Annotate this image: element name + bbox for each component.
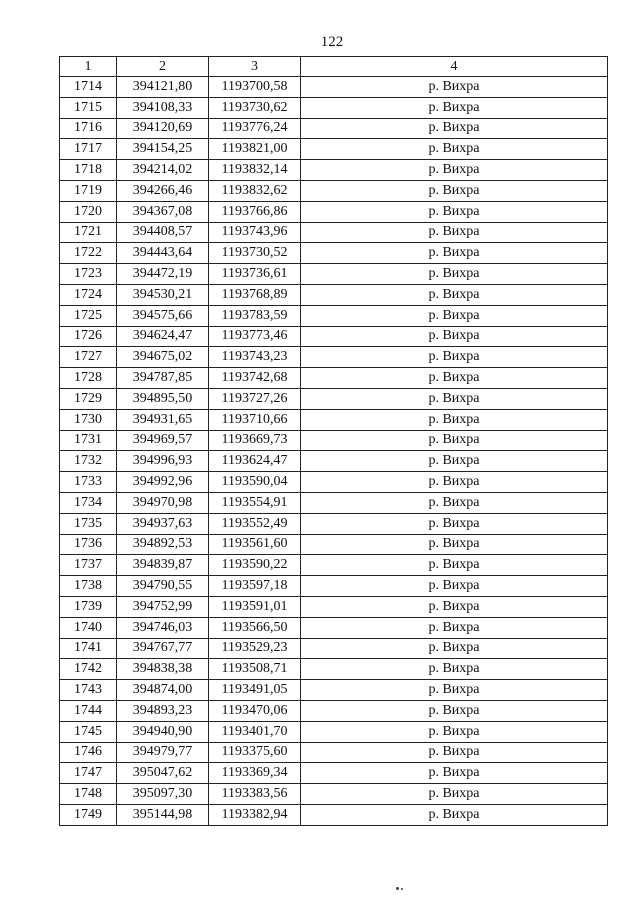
table-row [60, 243, 608, 264]
cell-x-coordinate: 394996,93 [117, 451, 209, 472]
cell-point-number: 1749 [60, 804, 117, 825]
table-body [60, 77, 608, 826]
cell-description: р. Вихра [301, 326, 608, 347]
cell-y-coordinate: 1193783,59 [209, 305, 301, 326]
cell-y-coordinate: 1193736,61 [209, 264, 301, 285]
cell-x-coordinate: 394931,65 [117, 409, 209, 430]
cell-y-coordinate: 1193597,18 [209, 576, 301, 597]
table-row [60, 139, 608, 160]
table-row [60, 118, 608, 139]
cell-point-number: 1724 [60, 284, 117, 305]
cell-description: р. Вихра [301, 700, 608, 721]
cell-point-number: 1728 [60, 368, 117, 389]
cell-x-coordinate: 394937,63 [117, 513, 209, 534]
cell-y-coordinate: 1193369,34 [209, 763, 301, 784]
cell-point-number: 1744 [60, 700, 117, 721]
table-row [60, 555, 608, 576]
table-row [60, 680, 608, 701]
cell-x-coordinate: 394575,66 [117, 305, 209, 326]
cell-y-coordinate: 1193561,60 [209, 534, 301, 555]
cell-description: р. Вихра [301, 659, 608, 680]
cell-y-coordinate: 1193566,50 [209, 617, 301, 638]
table-row [60, 388, 608, 409]
cell-point-number: 1734 [60, 492, 117, 513]
cell-x-coordinate: 394266,46 [117, 180, 209, 201]
cell-y-coordinate: 1193766,86 [209, 201, 301, 222]
cell-y-coordinate: 1193591,01 [209, 596, 301, 617]
cell-y-coordinate: 1193383,56 [209, 784, 301, 805]
cell-y-coordinate: 1193529,23 [209, 638, 301, 659]
cell-description: р. Вихра [301, 77, 608, 98]
header-row [60, 57, 608, 77]
cell-x-coordinate: 394121,80 [117, 77, 209, 98]
cell-x-coordinate: 394530,21 [117, 284, 209, 305]
cell-x-coordinate: 394472,19 [117, 264, 209, 285]
cell-description: р. Вихра [301, 492, 608, 513]
cell-x-coordinate: 394874,00 [117, 680, 209, 701]
cell-x-coordinate: 394992,96 [117, 472, 209, 493]
table-row [60, 326, 608, 347]
cell-y-coordinate: 1193832,62 [209, 180, 301, 201]
cell-point-number: 1726 [60, 326, 117, 347]
cell-y-coordinate: 1193700,58 [209, 77, 301, 98]
cell-point-number: 1723 [60, 264, 117, 285]
cell-x-coordinate: 394838,38 [117, 659, 209, 680]
cell-description: р. Вихра [301, 721, 608, 742]
cell-y-coordinate: 1193491,05 [209, 680, 301, 701]
cell-point-number: 1735 [60, 513, 117, 534]
cell-description: р. Вихра [301, 347, 608, 368]
cell-y-coordinate: 1193727,26 [209, 388, 301, 409]
table-row [60, 472, 608, 493]
cell-description: р. Вихра [301, 513, 608, 534]
cell-point-number: 1731 [60, 430, 117, 451]
cell-description: р. Вихра [301, 139, 608, 160]
page-number: 122 [320, 34, 344, 50]
cell-description: р. Вихра [301, 264, 608, 285]
cell-point-number: 1717 [60, 139, 117, 160]
cell-point-number: 1716 [60, 118, 117, 139]
coordinates-table [59, 56, 608, 826]
cell-y-coordinate: 1193508,71 [209, 659, 301, 680]
cell-x-coordinate: 394408,57 [117, 222, 209, 243]
cell-y-coordinate: 1193375,60 [209, 742, 301, 763]
table-row [60, 97, 608, 118]
cell-point-number: 1746 [60, 742, 117, 763]
cell-x-coordinate: 394108,33 [117, 97, 209, 118]
table-row [60, 617, 608, 638]
cell-point-number: 1737 [60, 555, 117, 576]
table-row [60, 264, 608, 285]
cell-point-number: 1733 [60, 472, 117, 493]
table-row [60, 180, 608, 201]
cell-x-coordinate: 394839,87 [117, 555, 209, 576]
cell-point-number: 1747 [60, 763, 117, 784]
cell-description: р. Вихра [301, 97, 608, 118]
cell-x-coordinate: 394624,47 [117, 326, 209, 347]
header-cell-description: 4 [301, 57, 608, 77]
cell-y-coordinate: 1193590,22 [209, 555, 301, 576]
cell-point-number: 1740 [60, 617, 117, 638]
cell-point-number: 1745 [60, 721, 117, 742]
cell-description: р. Вихра [301, 180, 608, 201]
cell-x-coordinate: 394443,64 [117, 243, 209, 264]
cell-description: р. Вихра [301, 409, 608, 430]
table-row [60, 784, 608, 805]
cell-description: р. Вихра [301, 201, 608, 222]
table-row [60, 804, 608, 825]
cell-x-coordinate: 394979,77 [117, 742, 209, 763]
cell-x-coordinate: 395047,62 [117, 763, 209, 784]
cell-y-coordinate: 1193552,49 [209, 513, 301, 534]
cell-description: р. Вихра [301, 638, 608, 659]
cell-description: р. Вихра [301, 160, 608, 181]
cell-y-coordinate: 1193730,52 [209, 243, 301, 264]
cell-x-coordinate: 394892,53 [117, 534, 209, 555]
cell-point-number: 1741 [60, 638, 117, 659]
cell-x-coordinate: 394787,85 [117, 368, 209, 389]
cell-description: р. Вихра [301, 784, 608, 805]
cell-description: р. Вихра [301, 368, 608, 389]
table-row [60, 430, 608, 451]
cell-point-number: 1738 [60, 576, 117, 597]
table-row [60, 721, 608, 742]
cell-point-number: 1748 [60, 784, 117, 805]
cell-description: р. Вихра [301, 430, 608, 451]
cell-point-number: 1725 [60, 305, 117, 326]
table-row [60, 700, 608, 721]
cell-point-number: 1715 [60, 97, 117, 118]
table-row [60, 763, 608, 784]
cell-y-coordinate: 1193590,04 [209, 472, 301, 493]
cell-x-coordinate: 394120,69 [117, 118, 209, 139]
cell-point-number: 1729 [60, 388, 117, 409]
cell-point-number: 1736 [60, 534, 117, 555]
header-cell-x: 2 [117, 57, 209, 77]
cell-y-coordinate: 1193742,68 [209, 368, 301, 389]
table-header [60, 57, 608, 77]
cell-x-coordinate: 394752,99 [117, 596, 209, 617]
cell-description: р. Вихра [301, 284, 608, 305]
table-row [60, 513, 608, 534]
cell-point-number: 1719 [60, 180, 117, 201]
cell-y-coordinate: 1193669,73 [209, 430, 301, 451]
cell-y-coordinate: 1193821,00 [209, 139, 301, 160]
cell-description: р. Вихра [301, 388, 608, 409]
cell-description: р. Вихра [301, 804, 608, 825]
cell-x-coordinate: 395097,30 [117, 784, 209, 805]
table-row [60, 160, 608, 181]
table-row [60, 201, 608, 222]
table-row [60, 659, 608, 680]
cell-x-coordinate: 394895,50 [117, 388, 209, 409]
cell-y-coordinate: 1193401,70 [209, 721, 301, 742]
table-row [60, 284, 608, 305]
cell-description: р. Вихра [301, 617, 608, 638]
cell-y-coordinate: 1193624,47 [209, 451, 301, 472]
cell-x-coordinate: 394893,23 [117, 700, 209, 721]
cell-point-number: 1739 [60, 596, 117, 617]
scan-speck [396, 887, 399, 890]
table-row [60, 492, 608, 513]
cell-description: р. Вихра [301, 576, 608, 597]
cell-point-number: 1718 [60, 160, 117, 181]
cell-description: р. Вихра [301, 305, 608, 326]
cell-point-number: 1730 [60, 409, 117, 430]
table-row [60, 222, 608, 243]
table-row [60, 409, 608, 430]
cell-description: р. Вихра [301, 472, 608, 493]
cell-y-coordinate: 1193730,62 [209, 97, 301, 118]
cell-y-coordinate: 1193554,91 [209, 492, 301, 513]
cell-point-number: 1732 [60, 451, 117, 472]
table-row [60, 638, 608, 659]
table-row [60, 576, 608, 597]
cell-point-number: 1742 [60, 659, 117, 680]
cell-description: р. Вихра [301, 118, 608, 139]
cell-y-coordinate: 1193382,94 [209, 804, 301, 825]
cell-y-coordinate: 1193776,24 [209, 118, 301, 139]
cell-y-coordinate: 1193743,96 [209, 222, 301, 243]
cell-x-coordinate: 394970,98 [117, 492, 209, 513]
cell-point-number: 1720 [60, 201, 117, 222]
cell-description: р. Вихра [301, 451, 608, 472]
cell-point-number: 1721 [60, 222, 117, 243]
cell-description: р. Вихра [301, 222, 608, 243]
cell-x-coordinate: 394675,02 [117, 347, 209, 368]
header-cell-y: 3 [209, 57, 301, 77]
cell-description: р. Вихра [301, 243, 608, 264]
cell-point-number: 1714 [60, 77, 117, 98]
cell-x-coordinate: 394969,57 [117, 430, 209, 451]
cell-x-coordinate: 394214,02 [117, 160, 209, 181]
cell-description: р. Вихра [301, 534, 608, 555]
cell-description: р. Вихра [301, 742, 608, 763]
header-cell-point-number: 1 [60, 57, 117, 77]
table-row [60, 368, 608, 389]
cell-x-coordinate: 394367,08 [117, 201, 209, 222]
scan-speck [401, 888, 403, 890]
cell-x-coordinate: 394154,25 [117, 139, 209, 160]
cell-x-coordinate: 394767,77 [117, 638, 209, 659]
cell-description: р. Вихра [301, 763, 608, 784]
cell-point-number: 1727 [60, 347, 117, 368]
cell-y-coordinate: 1193710,66 [209, 409, 301, 430]
cell-y-coordinate: 1193470,06 [209, 700, 301, 721]
cell-point-number: 1722 [60, 243, 117, 264]
table-row [60, 596, 608, 617]
table-row [60, 347, 608, 368]
cell-x-coordinate: 395144,98 [117, 804, 209, 825]
table-row [60, 742, 608, 763]
cell-y-coordinate: 1193773,46 [209, 326, 301, 347]
table-row [60, 451, 608, 472]
cell-y-coordinate: 1193832,14 [209, 160, 301, 181]
cell-point-number: 1743 [60, 680, 117, 701]
cell-description: р. Вихра [301, 555, 608, 576]
table-row [60, 77, 608, 98]
table-row [60, 305, 608, 326]
table-row [60, 534, 608, 555]
cell-description: р. Вихра [301, 680, 608, 701]
cell-description: р. Вихра [301, 596, 608, 617]
cell-y-coordinate: 1193743,23 [209, 347, 301, 368]
cell-x-coordinate: 394940,90 [117, 721, 209, 742]
cell-y-coordinate: 1193768,89 [209, 284, 301, 305]
cell-x-coordinate: 394746,03 [117, 617, 209, 638]
cell-x-coordinate: 394790,55 [117, 576, 209, 597]
